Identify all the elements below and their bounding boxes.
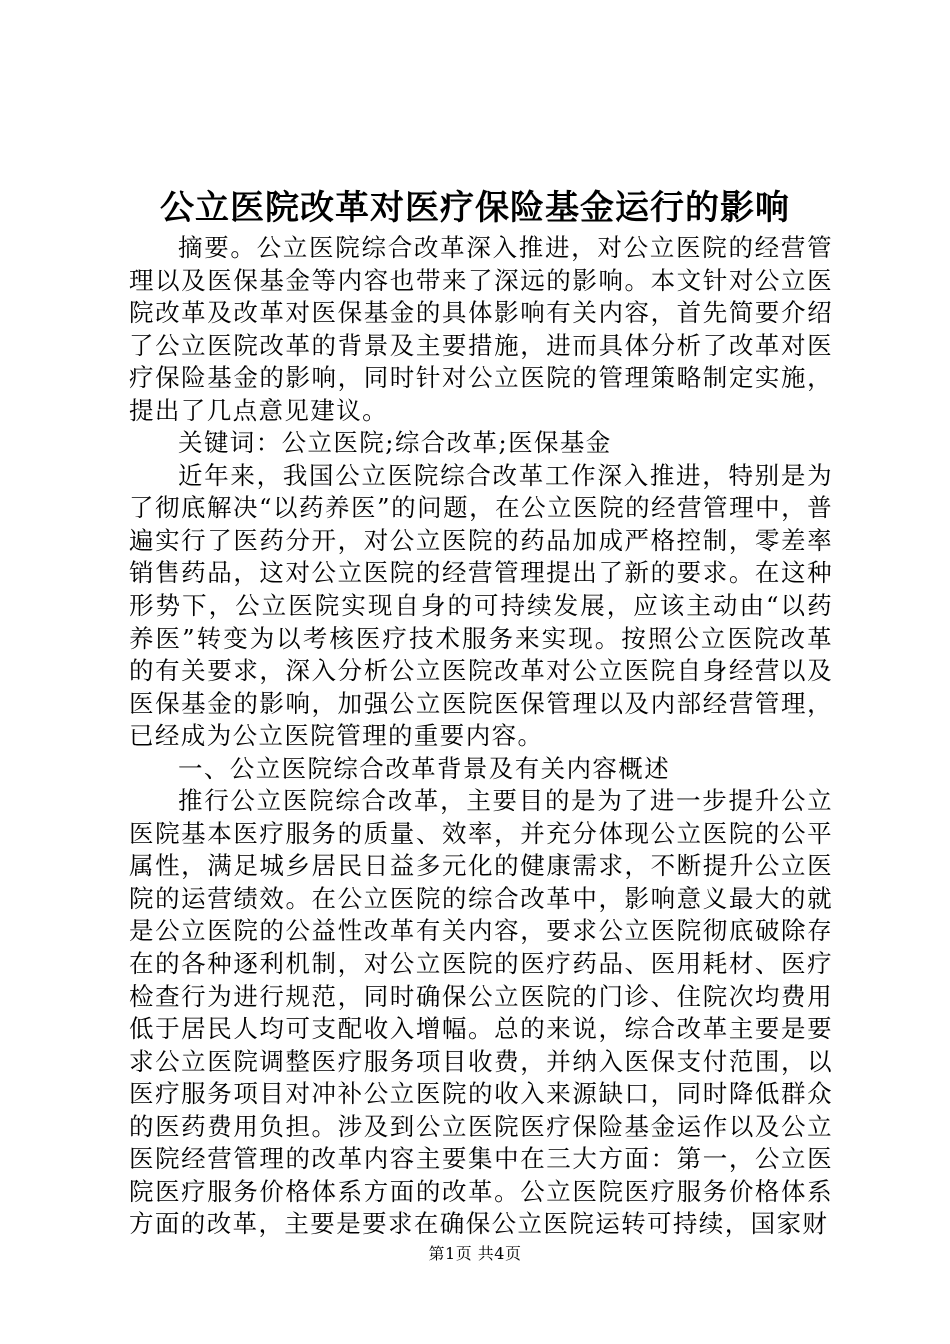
- intro-paragraph: 近年来，我国公立医院综合改革工作深入推进，特别是为了彻底解决“以药养医”的问题，在公立医院的经营管理中，普遍实行了医药分开，对公立医院的药品加成严格控制，零差率销售药品，这对公立医院的经营管理提出了新的要求。在这种形势下，公立医院实现自身的可持续发展，应该主动由“以药养医”转变为以考核医疗技术服务来实现。按照公立医院改革的有关要求，深入分析公立医院改革对公立医院自身经营以及医保基金的影响，加强公立医院医保管理以及内部经营管理，已经成为公立医院管理的重要内容。: [129, 460, 833, 751]
- keywords-paragraph: 关键词：公立医院;综合改革;医保基金: [178, 428, 612, 458]
- document-title: 公立医院改革对医疗保险基金运行的影响: [160, 188, 790, 228]
- document-body: [129, 232, 833, 1241]
- body-paragraph: 推行公立医院综合改革，主要目的是为了进一步提升公立医院基本医疗服务的质量、效率，并充分体现公立医院的公平属性，满足城乡居民日益多元化的健康需求，不断提升公立医院的运营绩效。在公立医院的综合改革中，影响意义最大的就是公立医院的公益性改革有关内容，要求公立医院彻底破除存在的各种逐利机制，对公立医院的医疗药品、医用耗材、医疗检查行为进行规范，同时确保公立医院的门诊、住院次均费用低于居民人均可支配收入增幅。总的来说，综合改革主要是要求公立医院调整医疗服务项目收费，并纳入医保支付范围，以医疗服务项目对冲补公立医院的收入来源缺口，同时降低群众的医药费用负担。涉及到公立医院医疗保险基金运作以及公立医院经营管理的改革内容主要集中在三大方面：第一，公立医院医疗服务价格体系方面的改革。公立医院医疗服务价格体系方面的改革，主要是要求在确保公立医院运转可持续，国家财: [129, 786, 833, 1239]
- page-number-footer: 第1页 共4页: [428, 1244, 522, 1263]
- abstract-paragraph: 摘要。公立医院综合改革深入推进，对公立医院的经营管理以及医保基金等内容也带来了深远的影响。本文针对公立医院改革及改革对医保基金的具体影响有关内容，首先简要介绍了公立医院改革的背景及主要措施，进而具体分析了改革对医疗保险基金的影响，同时针对公立医院的管理策略制定实施，提出了几点意见建议。: [129, 233, 833, 425]
- section-heading: 一、公立医院综合改革背景及有关内容概述: [178, 753, 671, 783]
